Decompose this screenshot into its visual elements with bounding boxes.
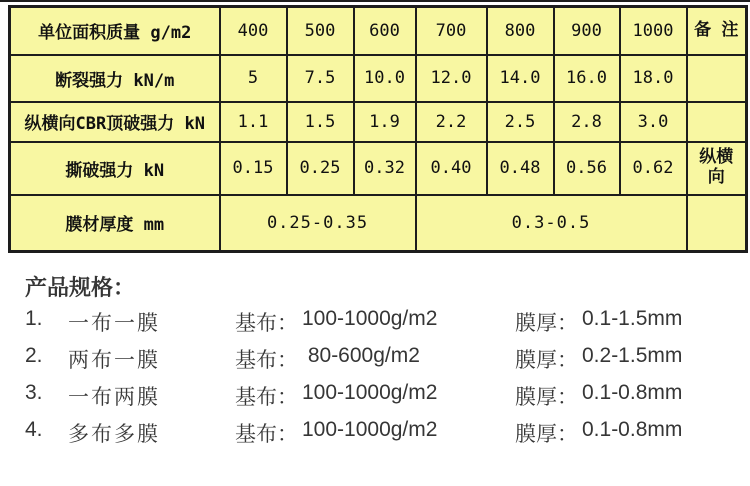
item-name: 多布多膜 <box>68 423 160 446</box>
table-row-header <box>10 7 747 55</box>
remark-cell <box>687 195 747 252</box>
value-cell: 0.48 <box>487 142 554 195</box>
spec-item-1 <box>0 307 750 335</box>
table-row-thickness <box>10 195 747 252</box>
value-cell: 500 <box>287 7 354 55</box>
top-divider-line <box>0 0 750 2</box>
base-fabric-label: 基布： <box>235 386 298 409</box>
value-cell: 900 <box>554 7 620 55</box>
remark-header-cell: 备 注 <box>687 7 747 55</box>
spec-item-2 <box>0 344 750 372</box>
value-cell: 0.56 <box>554 142 620 195</box>
base-fabric-value: 100-1000g/m2 <box>302 418 438 441</box>
item-name: 一布两膜 <box>68 386 160 409</box>
value-cell: 1.5 <box>287 102 354 142</box>
film-thickness-label: 膜厚： <box>515 349 578 372</box>
film-thickness-label: 膜厚： <box>515 312 578 335</box>
table-row <box>10 102 747 142</box>
row-label: 单位面积质量 g/m2 <box>10 7 220 55</box>
row-label: 断裂强力 kN/m <box>10 55 220 102</box>
value-cell: 800 <box>487 7 554 55</box>
value-cell: 5 <box>220 55 287 102</box>
film-thickness-value: 0.1-1.5mm <box>582 307 683 330</box>
spec-table <box>8 5 748 253</box>
value-cell: 3.0 <box>620 102 687 142</box>
spec-item-3 <box>0 381 750 409</box>
value-cell: 2.8 <box>554 102 620 142</box>
row-label: 膜材厚度 mm <box>10 195 220 252</box>
remark-cell <box>687 55 747 102</box>
film-thickness-label: 膜厚： <box>515 386 578 409</box>
remark-cell: 纵横向 <box>687 142 747 195</box>
value-cell: 7.5 <box>287 55 354 102</box>
item-number: 1. <box>25 307 43 330</box>
row-label: 撕破强力 kN <box>10 142 220 195</box>
table-row <box>10 55 747 102</box>
item-number: 2. <box>25 344 43 367</box>
base-fabric-value: 100-1000g/m2 <box>302 381 438 404</box>
value-cell: 10.0 <box>354 55 416 102</box>
item-name: 两布一膜 <box>68 349 160 372</box>
value-cell: 0.32 <box>354 142 416 195</box>
film-thickness-value: 0.1-0.8mm <box>582 381 683 404</box>
table-row <box>10 142 747 195</box>
base-fabric-value: 80-600g/m2 <box>302 344 420 367</box>
merged-cell-400-600: 0.25-0.35 <box>220 195 416 252</box>
item-name: 一布一膜 <box>68 312 160 335</box>
value-cell: 1.1 <box>220 102 287 142</box>
value-cell: 12.0 <box>416 55 487 102</box>
value-cell: 600 <box>354 7 416 55</box>
value-cell: 14.0 <box>487 55 554 102</box>
value-cell: 400 <box>220 7 287 55</box>
value-cell: 16.0 <box>554 55 620 102</box>
base-fabric-value: 100-1000g/m2 <box>302 307 438 330</box>
value-cell: 700 <box>416 7 487 55</box>
value-cell: 0.62 <box>620 142 687 195</box>
item-number: 3. <box>25 381 43 404</box>
item-number: 4. <box>25 418 43 441</box>
value-cell: 18.0 <box>620 55 687 102</box>
value-cell: 2.5 <box>487 102 554 142</box>
specs-title: 产品规格： <box>25 275 136 300</box>
spec-item-4 <box>0 418 750 446</box>
remark-cell <box>687 102 747 142</box>
value-cell: 2.2 <box>416 102 487 142</box>
row-label: 纵横向CBR顶破强力 kN <box>10 102 220 142</box>
base-fabric-label: 基布： <box>235 312 298 335</box>
film-thickness-value: 0.1-0.8mm <box>582 418 683 441</box>
value-cell: 1000 <box>620 7 687 55</box>
base-fabric-label: 基布： <box>235 423 298 446</box>
value-cell: 0.15 <box>220 142 287 195</box>
film-thickness-label: 膜厚： <box>515 423 578 446</box>
merged-cell-700-1000: 0.3-0.5 <box>416 195 687 252</box>
value-cell: 0.40 <box>416 142 487 195</box>
base-fabric-label: 基布： <box>235 349 298 372</box>
value-cell: 1.9 <box>354 102 416 142</box>
film-thickness-value: 0.2-1.5mm <box>582 344 683 367</box>
value-cell: 0.25 <box>287 142 354 195</box>
